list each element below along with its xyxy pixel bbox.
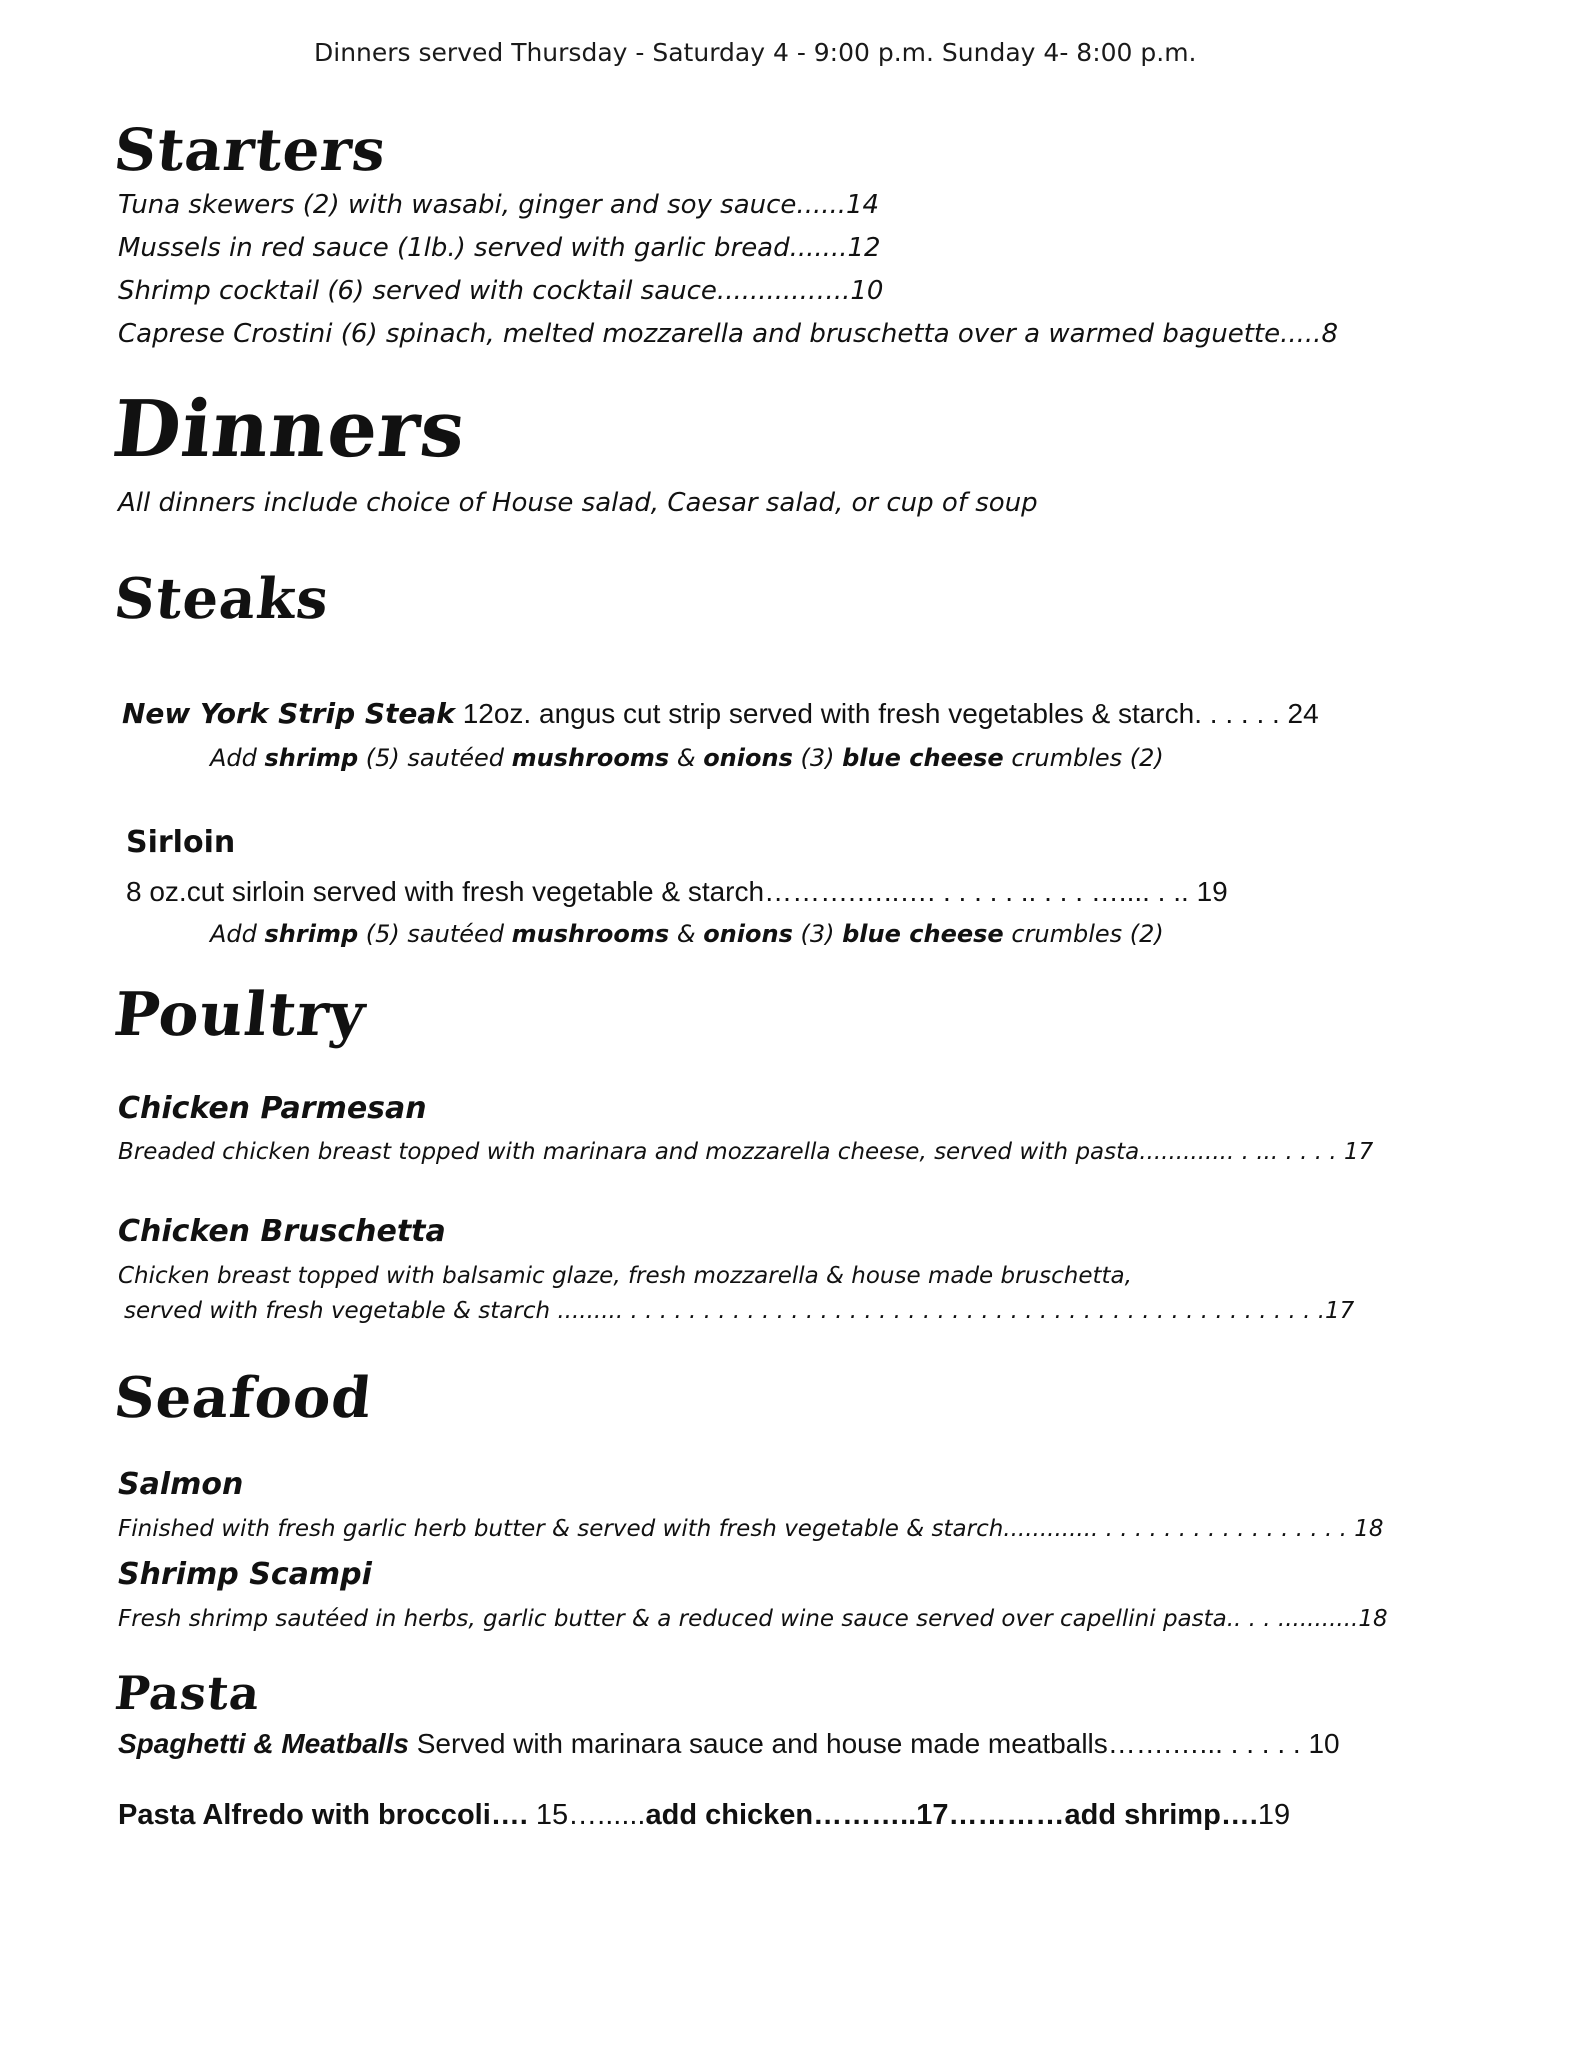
section-heading-steaks: Steaks	[111, 566, 333, 632]
item-name-sirloin: Sirloin	[126, 825, 236, 860]
starter-item: Shrimp cocktail (6) served with cocktail sauce...........…..10	[118, 276, 884, 306]
menu-item-spaghetti	[118, 1728, 1340, 1760]
section-heading-pasta: Pasta	[112, 1666, 264, 1720]
menu-item-ny-strip	[122, 697, 1319, 730]
item-description-chicken-parmesan: Breaded chicken breast topped with marinara and mozzarella cheese, served with pasta............. . ... . . . . 17	[118, 1139, 1374, 1165]
item-price-shrimp: 19	[1257, 1799, 1291, 1831]
item-name-chicken-parmesan: Chicken Parmesan	[118, 1091, 427, 1126]
item-description-chicken-bruschetta: Chicken breast topped with balsamic glaze, fresh mozzarella & house made bruschetta,	[118, 1263, 1132, 1289]
item-name-chicken-bruschetta: Chicken Bruschetta	[118, 1214, 446, 1249]
item-description: 12oz. angus cut strip served with fresh vegetables & starch. . . . . . 24	[454, 698, 1319, 729]
item-name: Spaghetti & Meatballs	[118, 1728, 409, 1759]
item-description-shrimp-scampi: Fresh shrimp sautéed in herbs, garlic butter & a reduced wine sauce served over capellini pasta.. . . ...........18	[118, 1606, 1388, 1632]
starter-item: Caprese Crostini (6) spinach, melted mozzarella and bruschetta over a warmed baguette.....8	[118, 319, 1338, 349]
starter-item: Tuna skewers (2) with wasabi, ginger and soy sauce......14	[118, 190, 880, 220]
item-description: Served with marinara sauce and house made meatballs…….…... . . . . . 10	[408, 1728, 1340, 1759]
item-description-salmon: Finished with fresh garlic herb butter & served with fresh vegetable & starch............. . . . . . . . . . . . . . . . . . 18	[118, 1516, 1384, 1542]
service-hours: Dinners served Thursday - Saturday 4 - 9:00 p.m. Sunday 4- 8:00 p.m.	[314, 38, 1197, 67]
item-name: Pasta Alfredo with broccoli….	[118, 1799, 528, 1831]
item-price: 15…......	[527, 1799, 646, 1831]
dinners-note: All dinners include choice of House salad, Caesar salad, or cup of soup	[118, 488, 1038, 518]
section-heading-dinners: Dinners	[108, 384, 471, 475]
item-description-chicken-bruschetta-2: served with fresh vegetable & starch ......... . . . . . . . . . . . . . . . . . . . . . . . . . . . . . . . . . . . . . . . . . . . . . . . .17	[124, 1298, 1355, 1324]
item-name-shrimp-scampi: Shrimp Scampi	[118, 1557, 372, 1592]
item-name-salmon: Salmon	[118, 1467, 244, 1502]
starter-item: Mussels in red sauce (1lb.) served with garlic bread.......12	[118, 233, 881, 263]
menu-item-pasta-alfredo	[118, 1799, 1290, 1832]
item-addons: add chicken………..17…………add shrimp….	[645, 1799, 1258, 1831]
steak-addons: Add shrimp (5) sautéed mushrooms & onions (3) blue cheese crumbles (2)	[210, 744, 1164, 772]
section-heading-poultry: Poultry	[110, 980, 370, 1050]
item-name: New York Strip Steak	[122, 697, 455, 730]
section-heading-starters: Starters	[110, 116, 390, 184]
steak-addons: Add shrimp (5) sautéed mushrooms & onions (3) blue cheese crumbles (2)	[210, 920, 1164, 948]
section-heading-seafood: Seafood	[111, 1365, 376, 1431]
item-description-sirloin: 8 oz.cut sirloin served with fresh vegetable & starch……….…..…. . . . . . .. . . . ….... . .. 19	[126, 876, 1228, 907]
